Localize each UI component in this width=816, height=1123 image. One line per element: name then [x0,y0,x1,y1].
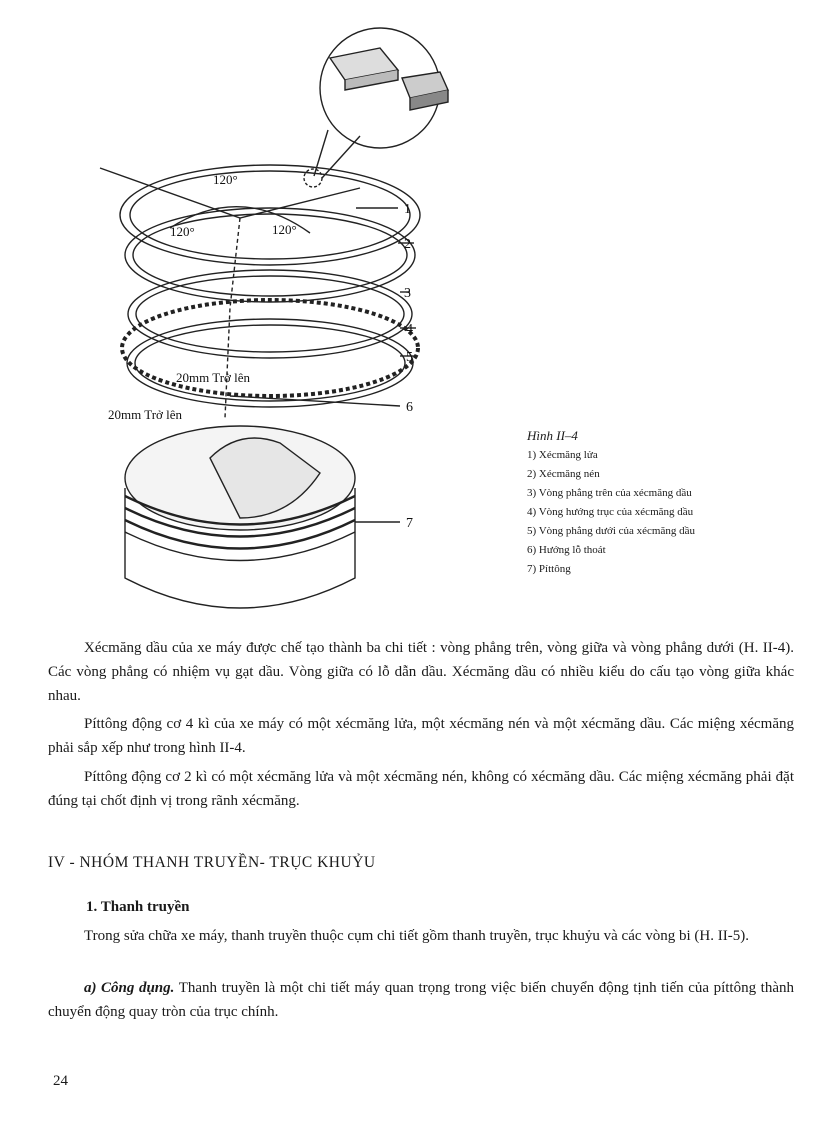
paragraph-label: a) Công dụng. [84,980,175,996]
paragraph-text: Trong sửa chữa xe máy, thanh truyền thuộc cụm chi tiết gồm thanh truyền, trục khuỷu và các vòng bi (H. II-5). [84,928,749,944]
angle-label-left: 120° [170,224,195,239]
caption-item: 7) Píttông [527,563,571,575]
caption-item: 2) Xécmăng nén [527,468,600,480]
paragraph-2-stroke [48,765,794,813]
paragraph-text: Píttông động cơ 2 kì có một xécmăng lửa và một xécmăng nén, không có xécmăng dầu. Các miệng xécmăng phải đặt đúng tại chốt định vị trong rãnh xécmăng. [48,769,794,809]
callout-6: 6 [406,400,413,415]
page-number: 24 [53,1073,68,1089]
paragraph-connecting-rod [48,924,794,948]
caption-item: 1) Xécmăng lửa [527,449,598,461]
caption-item: 6) Hướng lỗ thoát [527,544,606,556]
subheading: 1. Thanh truyền [86,899,190,915]
paragraph-text: Thanh truyền là một chi tiết máy quan trọng trong việc biến chuyển động tịnh tiến của píttông thành chuyển động quay tròn của trục chính. [48,980,794,1020]
callout-2: 2 [404,237,411,252]
callout-1: 1 [404,202,411,217]
paragraph-text: Xécmăng dầu của xe máy được chế tạo thành ba chi tiết : vòng phẳng trên, vòng giữa và vòng phẳng dưới (H. II-4). Các vòng phẳng có nhiệm vụ gạt dầu. Vòng giữa có lỗ dẫn dầu. Xécmăng dầu có nhiều kiểu do cấu tạo vòng giữa khác nhau. [48,640,794,704]
gap-label-inner: 20mm Trở lên [176,370,251,385]
caption-title: Hình II–4 [527,428,578,443]
caption-item: 3) Vòng phẳng trên của xécmăng dầu [527,487,692,499]
callout-3: 3 [404,286,411,301]
callout-4: 4 [406,322,413,337]
caption-item: 5) Vòng phẳng dưới của xécmăng dầu [527,525,695,537]
caption-item: 4) Vòng hướng trục của xécmăng dầu [527,506,694,518]
ring-2-compression [125,208,415,302]
paragraph-4-stroke [48,712,794,760]
ring-4-expander [122,300,418,396]
callout-5: 5 [406,350,413,365]
section-heading: IV - NHÓM THANH TRUYỀN- TRỤC KHUỶU [48,854,376,871]
ring-3-upper-rail [128,270,412,358]
paragraph-oil-ring [48,636,794,708]
paragraph-function [48,976,794,1024]
gap-label-outer: 20mm Trở lên [108,407,183,422]
paragraph-text: Píttông động cơ 4 kì của xe máy có một xécmăng lửa, một xécmăng nén và một xécmăng dầu. Các miệng xécmăng phải sắp xếp như trong hình II-4. [48,716,794,756]
ring-5-lower-rail [127,319,413,407]
angle-label-top: 120° [213,172,238,187]
callout-7: 7 [406,516,413,531]
piston [125,426,355,608]
figure-caption [527,426,807,579]
ring-1-fire [120,165,420,265]
piston-rings-figure [60,18,480,618]
angle-label-right: 120° [272,222,297,237]
